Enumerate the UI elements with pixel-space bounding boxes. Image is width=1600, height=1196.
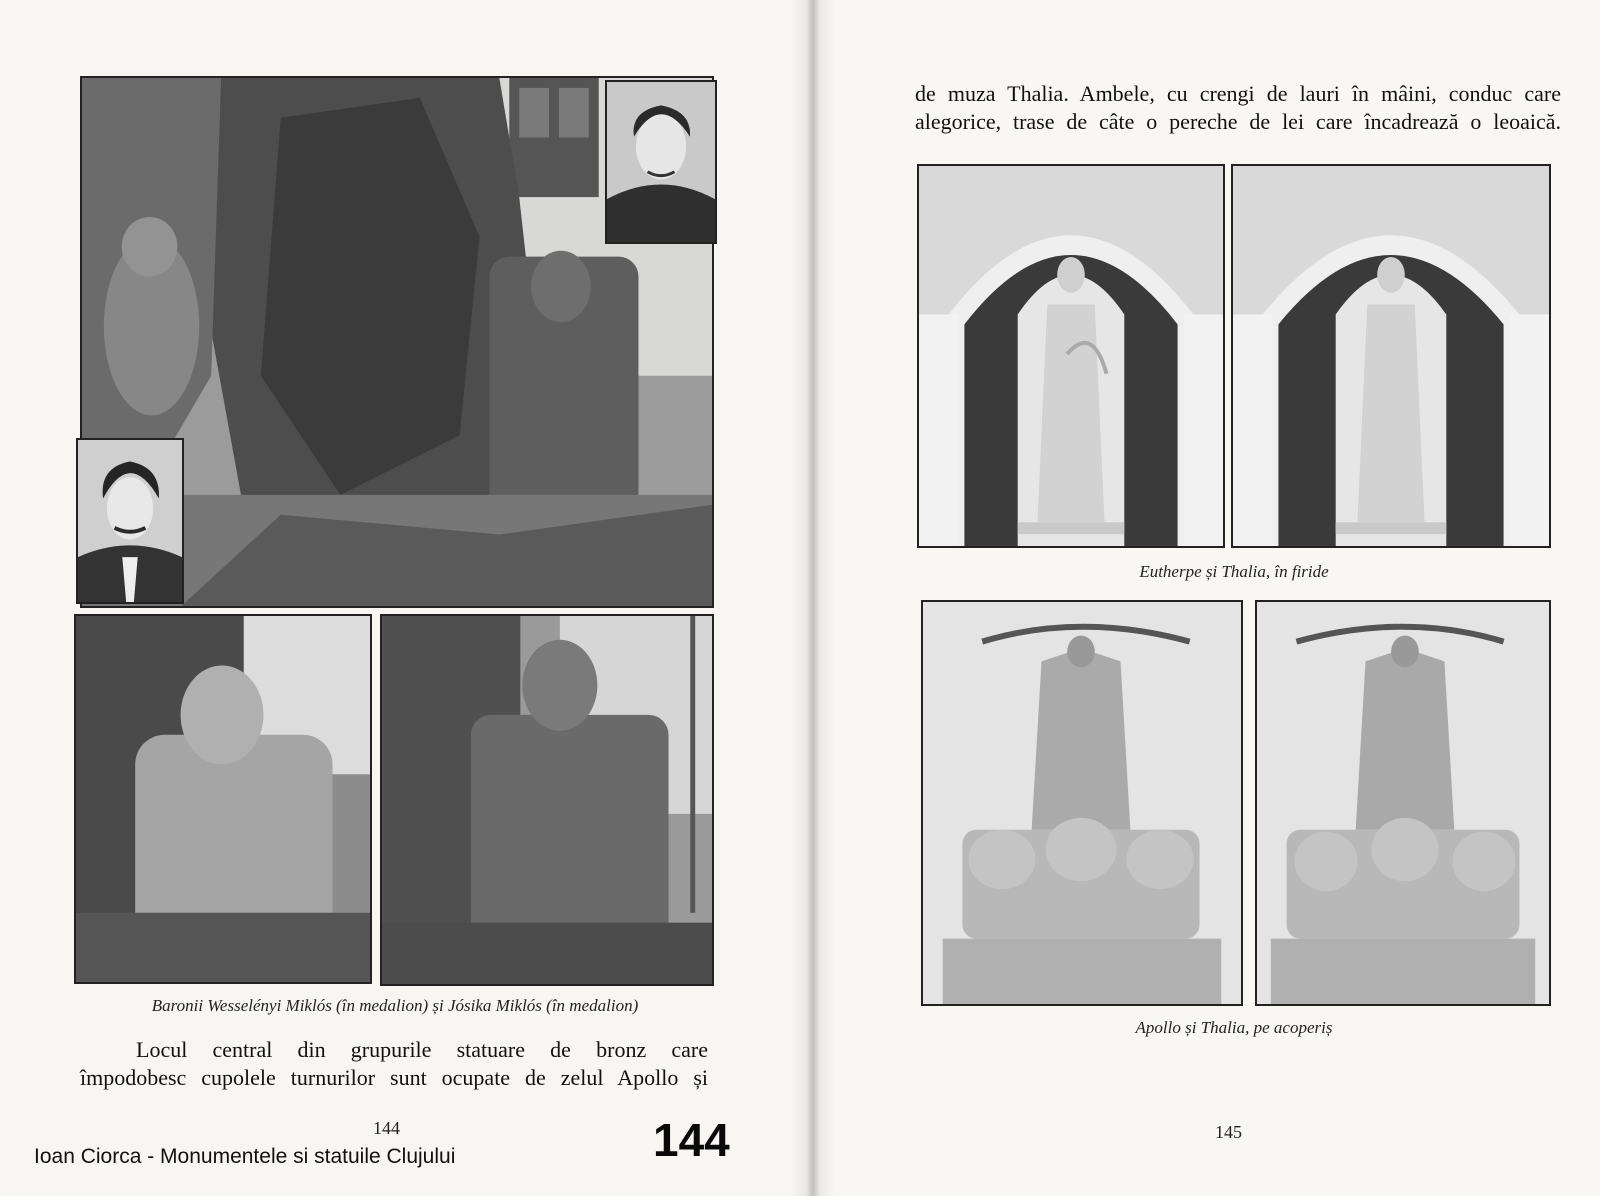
- book-gutter: [790, 0, 836, 1196]
- page-number-right: 145: [1215, 1122, 1242, 1142]
- page-number-left: 144: [373, 1118, 400, 1138]
- figure-caption-roof: Apollo și Thalia, pe acoperiș: [1135, 1018, 1333, 1037]
- body-paragraph-right: [915, 80, 1561, 136]
- figure-caption-niches: Eutherpe și Thalia, în firide: [1139, 562, 1329, 581]
- bust-photo-right: [380, 614, 714, 986]
- figure-caption-barons: Baronii Wesselényi Miklós (în medalion) și Jósika Miklós (în medalion): [151, 996, 639, 1015]
- roof-statue-photo-apollo: [921, 600, 1243, 1006]
- portrait-medallion-josika: [605, 80, 717, 244]
- paragraph-line-1: Locul central din grupurile statuare de bronz care: [136, 1037, 708, 1062]
- bust-photo-left: [74, 614, 372, 984]
- roof-statue-photo-thalia: [1255, 600, 1551, 1006]
- footer-author: Ioan Ciorca - Monumentele si statuile Clujului: [34, 1145, 456, 1168]
- niche-photo-eutherpe: [917, 164, 1225, 548]
- big-page-number: 144: [653, 1114, 730, 1166]
- body-paragraph-left: [80, 1036, 708, 1092]
- niche-photo-thalia: [1231, 164, 1551, 548]
- right-page: [812, 0, 1600, 1196]
- paragraph-line-2: alegorice, trase de câte o pereche de lei care încadrează o leoaică.: [915, 109, 1561, 134]
- paragraph-line-2: împodobesc cupolele turnurilor sunt ocupate de zelul Apollo și: [80, 1065, 708, 1090]
- portrait-medallion-wesselenyi: [76, 438, 184, 604]
- paragraph-line-1: de muza Thalia. Ambele, cu crengi de lauri în mâini, conduc care: [915, 81, 1561, 106]
